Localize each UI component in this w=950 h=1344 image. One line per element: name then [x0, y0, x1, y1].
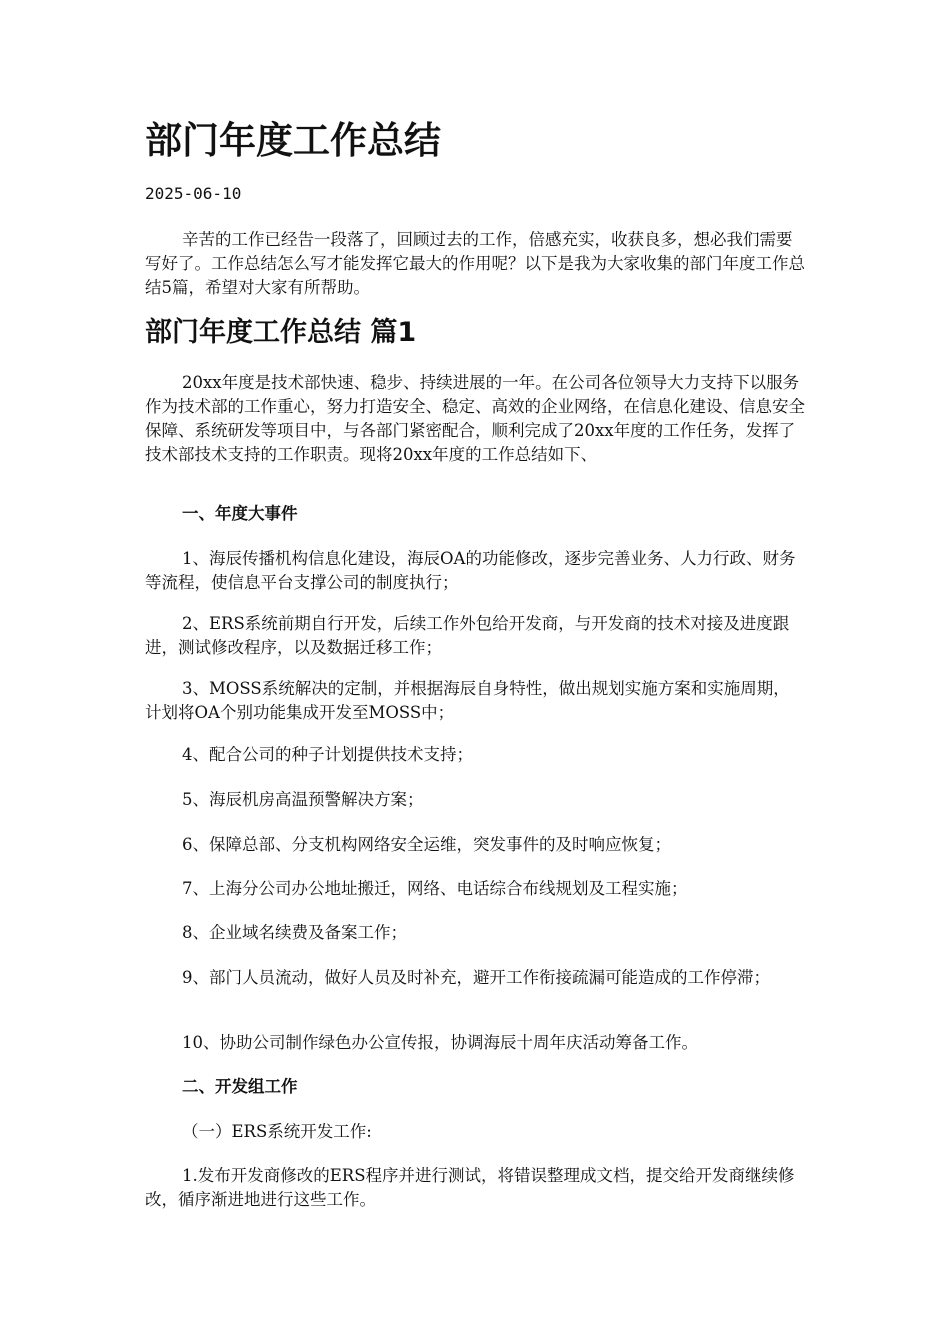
section-title: 部门年度工作总结 篇1	[145, 317, 417, 348]
event-item-9: 9、部门人员流动，做好人员及时补充，避开工作衔接疏漏可能造成的工作停滞；	[182, 968, 770, 987]
heading-dev-group: 二、开发组工作	[182, 1077, 298, 1096]
event-item-3: 3、MOSS系统解决的定制，并根据海辰自身特性，做出规划实施方案和实施周期，计划将OA个别功能集成开发至MOSS中；	[145, 679, 790, 722]
event-item-2: 2、ERS系统前期自行开发，后续工作外包给开发商，与开发商的技术对接及进度跟进，测试修改程序，以及数据迁移工作；	[145, 614, 790, 657]
intro-paragraph: 辛苦的工作已经告一段落了，回顾过去的工作，倍感充实，收获良多，想必我们需要写好了。工作总结怎么写才能发挥它最大的作用呢？以下是我为大家收集的部门年度工作总结5篇，希望对大家有所帮助。	[145, 230, 805, 297]
event-item-10: 10、协助公司制作绿色办公宣传报，协调海辰十周年庆活动筹备工作。	[182, 1033, 698, 1052]
event-item-1: 1、海辰传播机构信息化建设，海辰OA的功能修改，逐步完善业务、人力行政、财务等流程，使信息平台支撑公司的制度执行；	[145, 549, 796, 592]
event-item-6: 6、保障总部、分支机构网络安全运维，突发事件的及时响应恢复；	[182, 835, 671, 854]
heading-annual-events: 一、年度大事件	[182, 504, 298, 523]
document-title: 部门年度工作总结	[145, 119, 441, 162]
event-item-4: 4、配合公司的种子计划提供技术支持；	[182, 745, 473, 764]
event-item-7: 7、上海分公司办公地址搬迁，网络、电话综合布线规划及工程实施；	[182, 879, 688, 898]
event-item-8: 8、企业域名续费及备案工作；	[182, 923, 407, 942]
dev-item-1: 1.发布开发商修改的ERS程序并进行测试，将错误整理成文档，提交给开发商继续修改，循序渐进地进行这些工作。	[145, 1166, 795, 1209]
event-item-5: 5、海辰机房高温预警解决方案；	[182, 790, 424, 809]
section-opening-paragraph: 20xx年度是技术部快速、稳步、持续进展的一年。在公司各位领导大力支持下以服务作为技术部的工作重心，努力打造安全、稳定、高效的企业网络，在信息化建设、信息安全保障、系统研发等项目中，与各部门紧密配合，顺利完成了20xx年度的工作任务，发挥了技术部技术支持的工作职责。现将20xx年度的工作总结如下、	[145, 373, 805, 464]
document-date: 2025-06-10	[145, 184, 242, 203]
sub-heading-ers: （一）ERS系统开发工作:	[182, 1122, 372, 1141]
